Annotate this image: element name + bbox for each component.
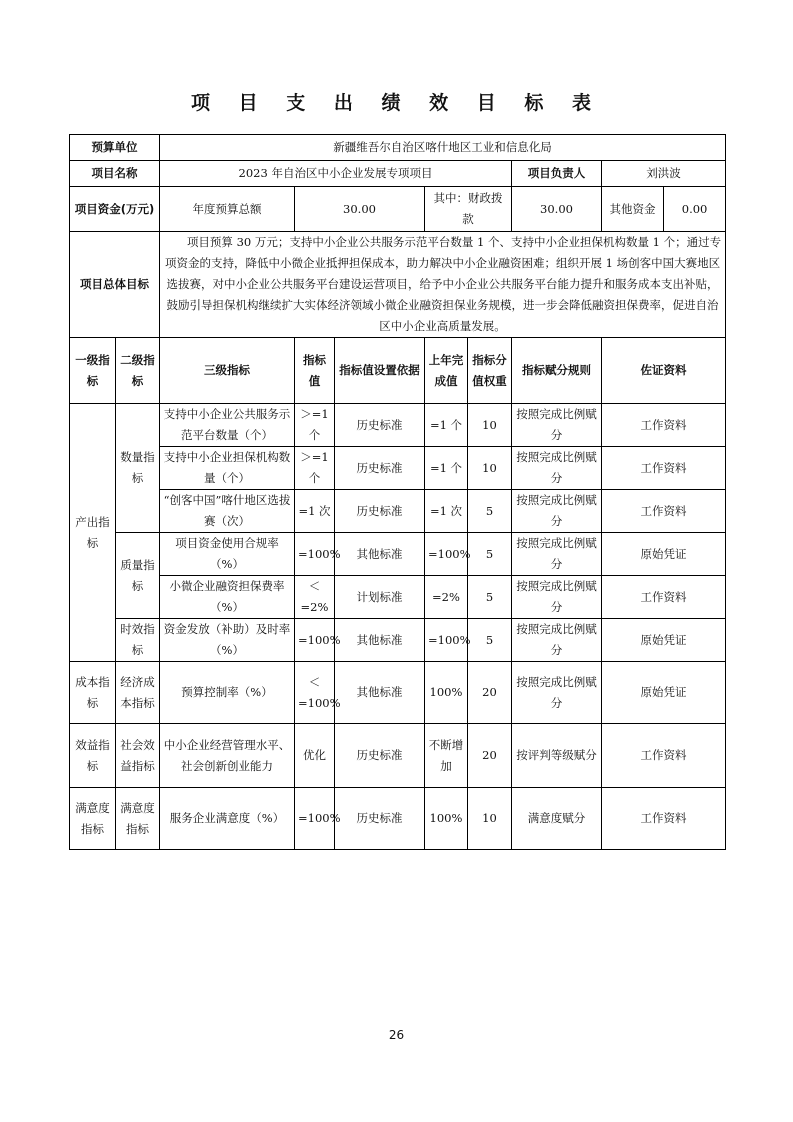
row-weight: 20 [468, 724, 512, 788]
row-basis: 历史标准 [335, 404, 425, 447]
other-funds-value: 0.00 [681, 201, 708, 216]
row-name: 小微企业融资担保费率（%） [160, 576, 295, 619]
row-last: =2% [425, 576, 468, 619]
subgroup-economic-cost: 经济成本指标 [116, 662, 160, 724]
row-value: =1 次 [295, 490, 335, 533]
row-last: =1 个 [425, 404, 468, 447]
project-leader-value: 刘洪波 [602, 161, 726, 187]
row-rule: 按照完成比例赋分 [512, 490, 602, 533]
row-value: 优化 [295, 724, 335, 788]
row-evidence: 工作资料 [602, 724, 726, 788]
subgroup-timeliness: 时效指标 [116, 619, 160, 662]
goal-text: 项目预算 30 万元；支持中小企业公共服务示范平台数量 1 个、支持中小企业担保机构数量 1 个；通过专项资金的支持，降低中小微企业抵押担保成本，助力解决中小企业融资困难；组织开展 1 场创客中国大赛地区选拔赛，对中小企业公共服务平台建设运营项目，给予中小企业公共服务平台能力提升和服务成本支出补贴，鼓励引导担保机构继续扩大实体经济领域小微企业融资担保业务规模，进一步会降低融资担保费率，促进自治区中小企业高质量发展。 [160, 232, 726, 338]
project-name-label: 项目名称 [70, 161, 160, 187]
col-basis: 指标值设置依据 [335, 338, 425, 404]
annual-budget-value: 30.00 [295, 187, 425, 232]
row-evidence: 工作资料 [602, 447, 726, 490]
row-basis: 历史标准 [335, 724, 425, 788]
row-evidence: 工作资料 [602, 788, 726, 850]
row-value: ＜=100% [295, 662, 335, 724]
row-name: “创客中国”喀什地区选拔赛（次） [160, 490, 295, 533]
row-weight: 10 [468, 404, 512, 447]
row-last: =1 个 [425, 447, 468, 490]
row-rule: 按评判等级赋分 [512, 724, 602, 788]
subgroup-quantity: 数量指标 [116, 404, 160, 533]
page-title: 项 目 支 出 绩 效 目 标 表 [191, 92, 602, 114]
row-evidence: 工作资料 [602, 404, 726, 447]
row-evidence: 工作资料 [602, 490, 726, 533]
row-value: ＞=1个 [295, 447, 335, 490]
fiscal-value: 30.00 [512, 187, 602, 232]
row-last: =100% [425, 533, 468, 576]
subgroup-social-benefit: 社会效益指标 [116, 724, 160, 788]
row-basis: 其他标准 [335, 619, 425, 662]
row-name: 支持中小企业公共服务示范平台数量（个） [160, 404, 295, 447]
row-evidence: 原始凭证 [602, 662, 726, 724]
row-rule: 按照完成比例赋分 [512, 447, 602, 490]
subgroup-quality: 质量指标 [116, 533, 160, 619]
col-last-year: 上年完成值 [425, 338, 468, 404]
row-name: 项目资金使用合规率（%） [160, 533, 295, 576]
row-name: 中小企业经营管理水平、社会创新创业能力 [160, 724, 295, 788]
group-benefit: 效益指标 [70, 724, 116, 788]
row-value: =100% [295, 533, 335, 576]
col-level3: 三级指标 [160, 338, 295, 404]
row-evidence: 原始凭证 [602, 533, 726, 576]
row-basis: 历史标准 [335, 447, 425, 490]
row-rule: 按照完成比例赋分 [512, 533, 602, 576]
col-value: 指标值 [295, 338, 335, 404]
row-basis: 历史标准 [335, 490, 425, 533]
col-evidence: 佐证资料 [602, 338, 726, 404]
col-level1: 一级指标 [70, 338, 116, 404]
project-name-value: 2023 年自治区中小企业发展专项项目 [160, 161, 512, 187]
row-name: 服务企业满意度（%） [160, 788, 295, 850]
row-name: 预算控制率（%） [160, 662, 295, 724]
row-basis: 其他标准 [335, 662, 425, 724]
row-rule: 按照完成比例赋分 [512, 619, 602, 662]
row-weight: 5 [468, 533, 512, 576]
group-output: 产出指标 [70, 404, 116, 662]
row-weight: 5 [468, 490, 512, 533]
budget-unit-label: 预算单位 [70, 135, 160, 161]
other-funds-label-box: 其他资金 [602, 187, 664, 231]
row-last: =1 次 [425, 490, 468, 533]
row-weight: 20 [468, 662, 512, 724]
row-weight: 5 [468, 576, 512, 619]
row-value: ＜=2% [295, 576, 335, 619]
row-rule: 按照完成比例赋分 [512, 404, 602, 447]
funding-label: 项目资金(万元) [70, 187, 160, 232]
row-weight: 10 [468, 447, 512, 490]
col-weight: 指标分值权重 [468, 338, 512, 404]
subgroup-satisfaction: 满意度指标 [116, 788, 160, 850]
row-name: 支持中小企业担保机构数量（个） [160, 447, 295, 490]
row-basis: 其他标准 [335, 533, 425, 576]
row-value: =100% [295, 788, 335, 850]
row-last: =100% [425, 619, 468, 662]
row-rule: 满意度赋分 [512, 788, 602, 850]
page-number: 26 [388, 1028, 405, 1042]
fiscal-label: 其中：财政拨款 [425, 187, 512, 232]
project-leader-label: 项目负责人 [512, 161, 602, 187]
col-rule: 指标赋分规则 [512, 338, 602, 404]
group-satisfaction: 满意度指标 [70, 788, 116, 850]
annual-budget-label: 年度预算总额 [160, 187, 295, 232]
row-value: =100% [295, 619, 335, 662]
row-evidence: 原始凭证 [602, 619, 726, 662]
other-funds-cell [602, 187, 726, 232]
row-value: ＞=1个 [295, 404, 335, 447]
goal-label: 项目总体目标 [70, 232, 160, 338]
row-evidence: 工作资料 [602, 576, 726, 619]
row-last: 100% [425, 662, 468, 724]
row-weight: 10 [468, 788, 512, 850]
row-basis: 历史标准 [335, 788, 425, 850]
group-cost: 成本指标 [70, 662, 116, 724]
row-last: 100% [425, 788, 468, 850]
col-level2: 二级指标 [116, 338, 160, 404]
row-weight: 5 [468, 619, 512, 662]
budget-unit-value: 新疆维吾尔自治区喀什地区工业和信息化局 [160, 135, 726, 161]
row-rule: 按照完成比例赋分 [512, 662, 602, 724]
row-rule: 按照完成比例赋分 [512, 576, 602, 619]
row-name: 资金发放（补助）及时率（%） [160, 619, 295, 662]
performance-table [69, 134, 726, 850]
row-basis: 计划标准 [335, 576, 425, 619]
row-last: 不断增加 [425, 724, 468, 788]
